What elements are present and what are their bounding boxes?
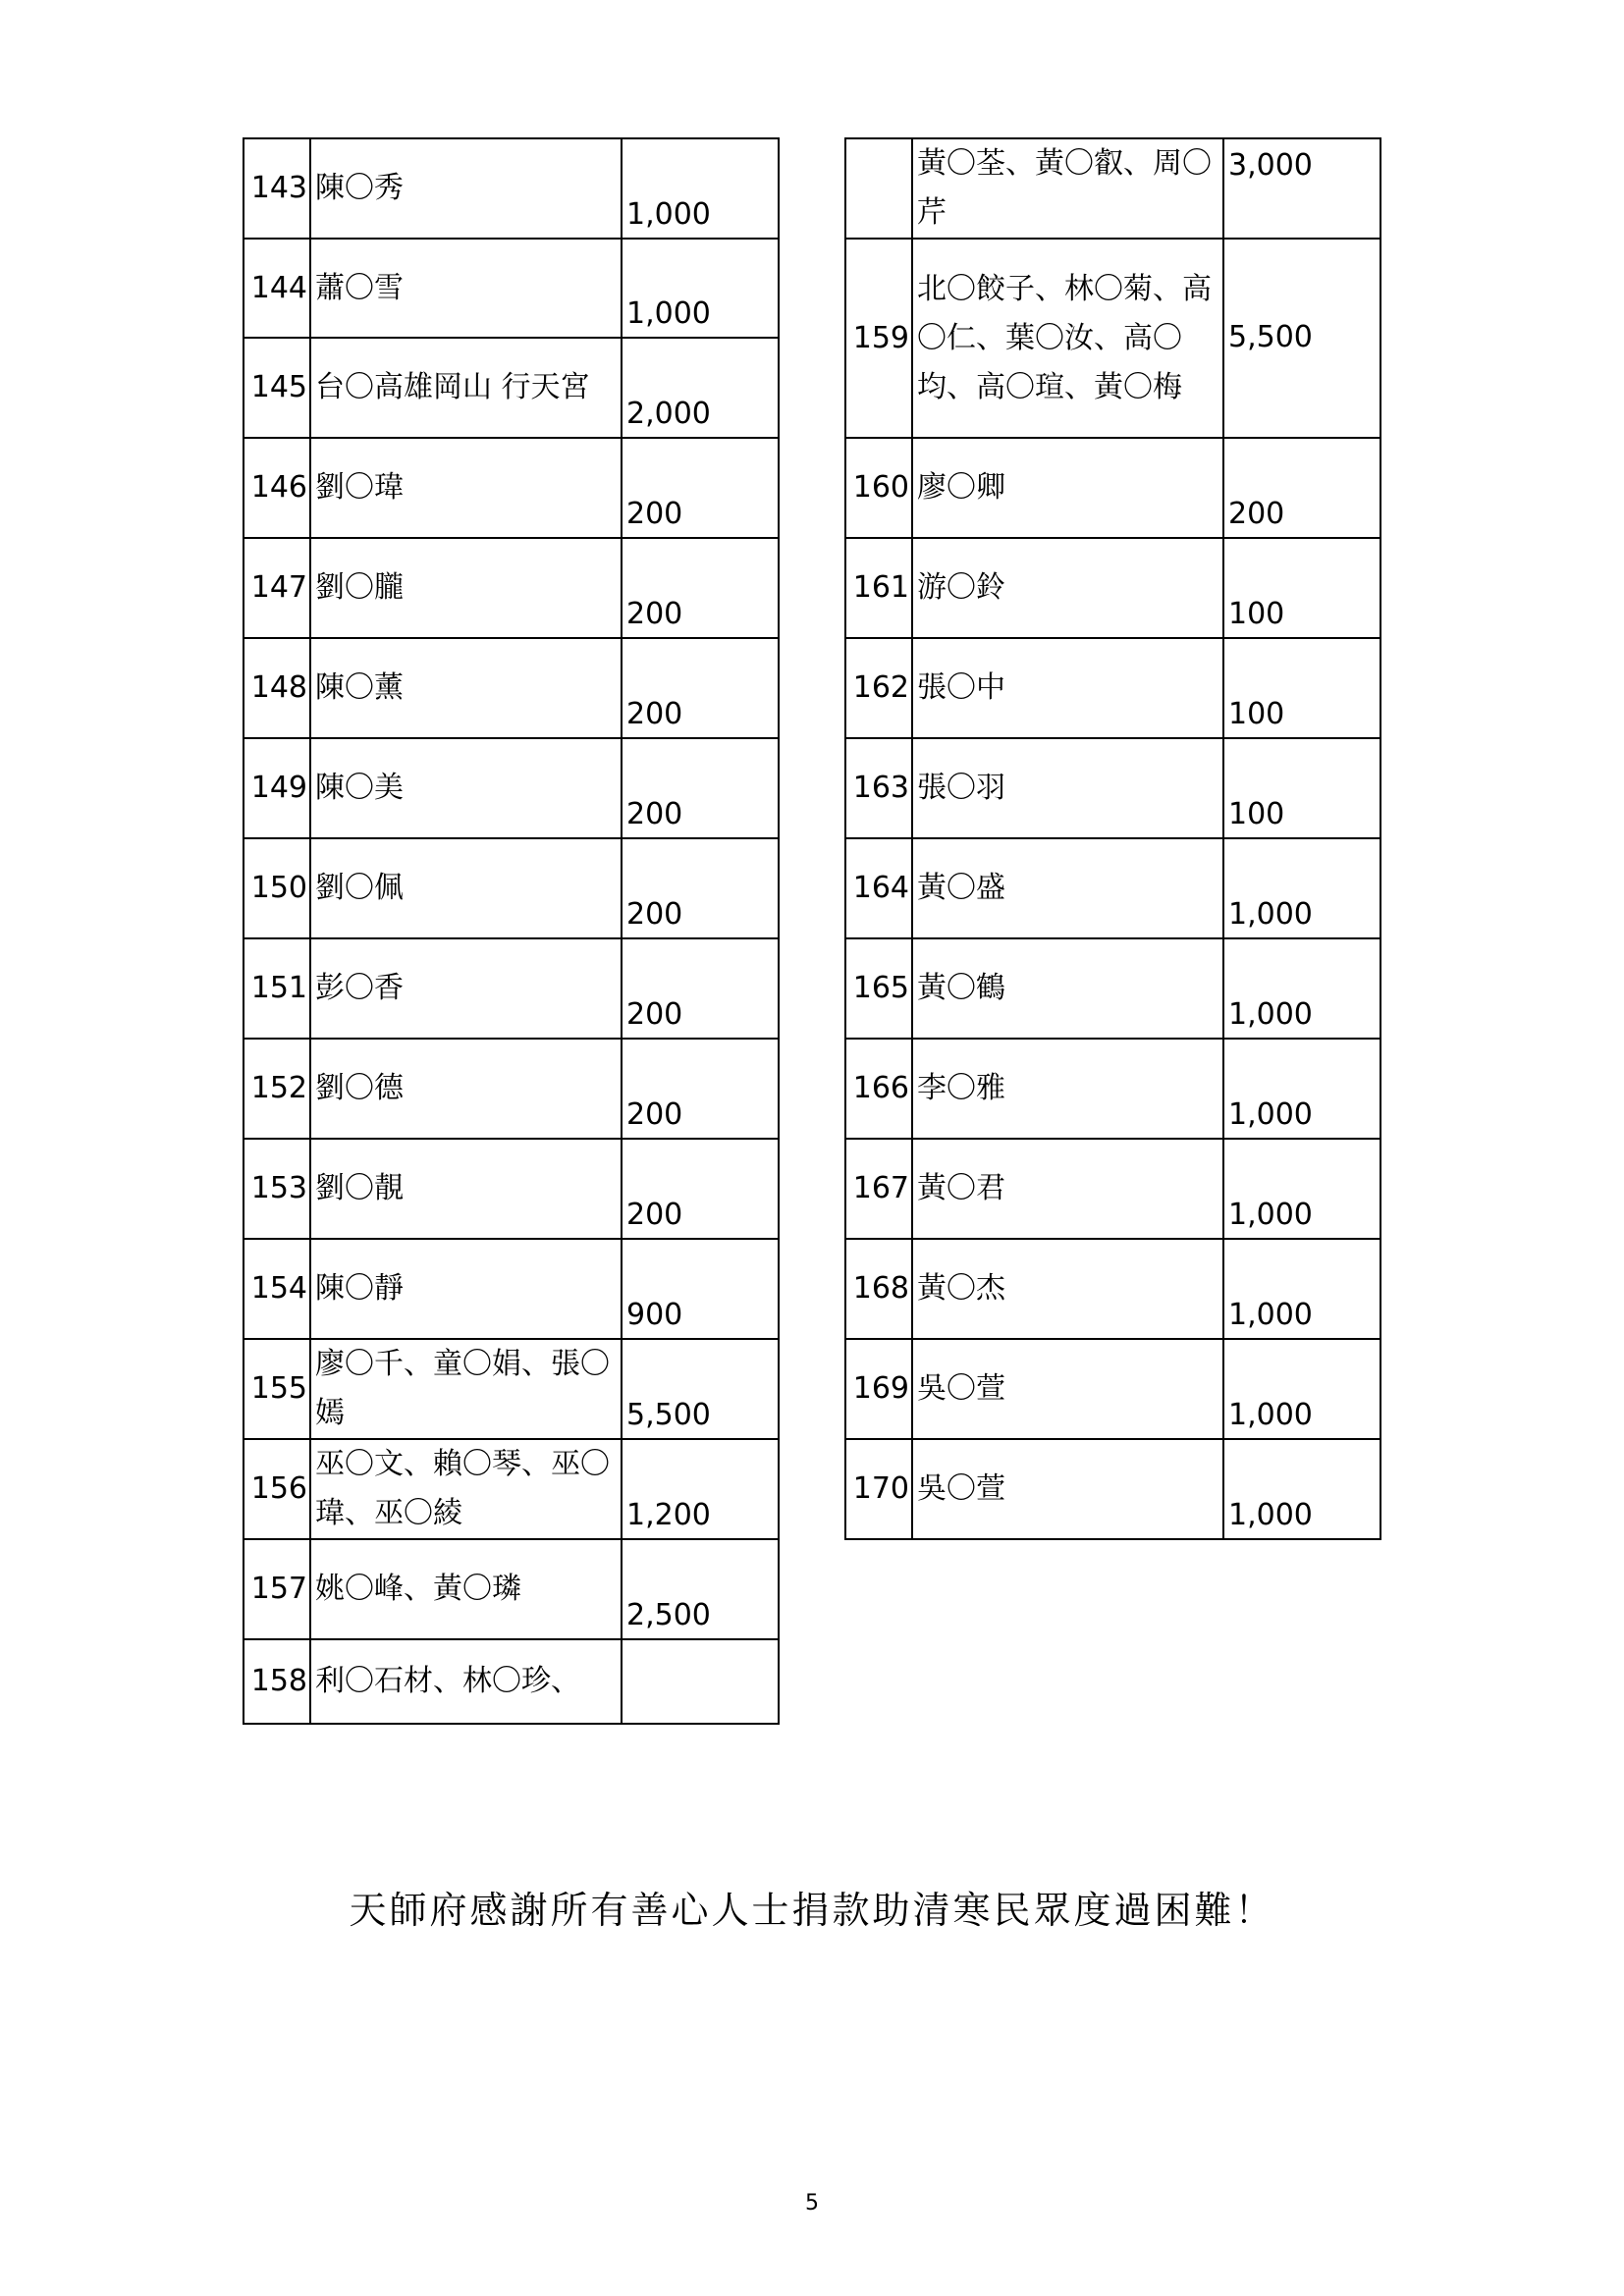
table-row (845, 638, 1380, 738)
donor-name: 張〇中 (912, 638, 1223, 738)
donor-name: 劉〇朧 (310, 538, 622, 638)
table-row (845, 1139, 1380, 1239)
donation-amount: 900 (622, 1239, 779, 1339)
donation-amount: 1,000 (1223, 1239, 1380, 1339)
donor-name: 黃〇盛 (912, 838, 1223, 938)
donor-name: 黃〇荃、黃〇叡、周〇芹 (912, 138, 1223, 239)
donation-amount: 200 (622, 1139, 779, 1239)
table-row (845, 1339, 1380, 1439)
entry-number: 163 (845, 738, 912, 838)
donor-name: 台〇高雄岡山 行天宮 (310, 338, 622, 438)
donor-name: 張〇羽 (912, 738, 1223, 838)
table-row (845, 1039, 1380, 1139)
entry-number: 149 (244, 738, 310, 838)
table-row (845, 438, 1380, 538)
entry-number: 152 (244, 1039, 310, 1139)
table-row (244, 438, 779, 538)
donor-name: 陳〇薰 (310, 638, 622, 738)
entry-number: 164 (845, 838, 912, 938)
donation-amount: 3,000 (1223, 138, 1380, 239)
entry-number (845, 138, 912, 239)
donation-amount: 200 (622, 838, 779, 938)
table-row (244, 338, 779, 438)
donation-amount: 1,200 (622, 1439, 779, 1539)
entry-number: 154 (244, 1239, 310, 1339)
donation-amount: 100 (1223, 738, 1380, 838)
donor-name: 劉〇德 (310, 1039, 622, 1139)
entry-number: 144 (244, 239, 310, 338)
table-row (244, 1439, 779, 1539)
table-row (845, 138, 1380, 239)
table-row (244, 1139, 779, 1239)
donation-amount: 1,000 (1223, 1339, 1380, 1439)
donation-amount: 1,000 (622, 138, 779, 239)
entry-number: 161 (845, 538, 912, 638)
entry-number: 157 (244, 1539, 310, 1639)
entry-number: 146 (244, 438, 310, 538)
donation-amount: 1,000 (1223, 1139, 1380, 1239)
donor-name: 蕭〇雪 (310, 239, 622, 338)
entry-number: 143 (244, 138, 310, 239)
table-row (244, 1539, 779, 1639)
entry-number: 170 (845, 1439, 912, 1539)
entry-number: 166 (845, 1039, 912, 1139)
table-row (244, 938, 779, 1039)
entry-number: 145 (244, 338, 310, 438)
entry-number: 167 (845, 1139, 912, 1239)
donation-amount: 100 (1223, 538, 1380, 638)
donor-name: 劉〇瑋 (310, 438, 622, 538)
table-row (244, 1639, 779, 1724)
donation-amount: 5,500 (1223, 239, 1380, 438)
donor-name: 劉〇靚 (310, 1139, 622, 1239)
donor-name: 利〇石材、林〇珍、 (310, 1639, 622, 1724)
entry-number: 160 (845, 438, 912, 538)
donation-amount: 1,000 (1223, 1439, 1380, 1539)
donor-name: 黃〇鶴 (912, 938, 1223, 1039)
donor-name: 黃〇君 (912, 1139, 1223, 1239)
entry-number: 151 (244, 938, 310, 1039)
donation-amount: 1,000 (622, 239, 779, 338)
entry-number: 162 (845, 638, 912, 738)
entry-number: 153 (244, 1139, 310, 1239)
donation-amount (622, 1639, 779, 1724)
entry-number: 168 (845, 1239, 912, 1339)
table-row (845, 239, 1380, 438)
entry-number: 147 (244, 538, 310, 638)
table-row (845, 1239, 1380, 1339)
donor-name: 巫〇文、賴〇琴、巫〇瑋、巫〇綾 (310, 1439, 622, 1539)
donation-amount: 200 (622, 638, 779, 738)
table-row (244, 138, 779, 239)
table-row (244, 738, 779, 838)
donor-name: 游〇鈴 (912, 538, 1223, 638)
donor-name: 廖〇千、童〇娟、張〇嫣 (310, 1339, 622, 1439)
entry-number: 158 (244, 1639, 310, 1724)
donor-name: 北〇餃子、林〇菊、高〇仁、葉〇汝、高〇均、高〇瑄、黃〇梅 (912, 239, 1223, 438)
table-row (845, 738, 1380, 838)
table-row (845, 938, 1380, 1039)
donation-amount: 200 (1223, 438, 1380, 538)
donation-amount: 200 (622, 938, 779, 1039)
donor-name: 吳〇萱 (912, 1339, 1223, 1439)
donor-name: 劉〇佩 (310, 838, 622, 938)
table-row (244, 538, 779, 638)
table-row (845, 838, 1380, 938)
entry-number: 159 (845, 239, 912, 438)
donation-amount: 1,000 (1223, 938, 1380, 1039)
entry-number: 169 (845, 1339, 912, 1439)
donation-amount: 2,500 (622, 1539, 779, 1639)
table-row (244, 638, 779, 738)
thanks-message: 天師府感謝所有善心人士捐款助清寒民眾度過困難！ (349, 1889, 1275, 1932)
donor-name: 彭〇香 (310, 938, 622, 1039)
entry-number: 150 (244, 838, 310, 938)
table-row (244, 1239, 779, 1339)
table-row (244, 1039, 779, 1139)
donation-amount: 2,000 (622, 338, 779, 438)
donor-table-right (844, 137, 1381, 1540)
donation-amount: 1,000 (1223, 1039, 1380, 1139)
table-row (244, 1339, 779, 1439)
entry-number: 165 (845, 938, 912, 1039)
donation-amount: 200 (622, 1039, 779, 1139)
donor-name: 姚〇峰、黃〇璘 (310, 1539, 622, 1639)
donor-name: 陳〇靜 (310, 1239, 622, 1339)
donor-name: 廖〇卿 (912, 438, 1223, 538)
table-row (845, 1439, 1380, 1539)
donation-amount: 200 (622, 438, 779, 538)
donor-name: 黃〇杰 (912, 1239, 1223, 1339)
entry-number: 156 (244, 1439, 310, 1539)
donor-table-left (243, 137, 780, 1725)
entry-number: 148 (244, 638, 310, 738)
donation-amount: 100 (1223, 638, 1380, 738)
donor-name: 李〇雅 (912, 1039, 1223, 1139)
donation-amount: 5,500 (622, 1339, 779, 1439)
donation-amount: 200 (622, 538, 779, 638)
table-row (244, 239, 779, 338)
donation-amount: 200 (622, 738, 779, 838)
donor-name: 陳〇秀 (310, 138, 622, 239)
donor-name: 陳〇美 (310, 738, 622, 838)
table-row (244, 838, 779, 938)
donor-name: 吳〇萱 (912, 1439, 1223, 1539)
page-number: 5 (805, 2191, 819, 2216)
entry-number: 155 (244, 1339, 310, 1439)
table-row (845, 538, 1380, 638)
donation-amount: 1,000 (1223, 838, 1380, 938)
